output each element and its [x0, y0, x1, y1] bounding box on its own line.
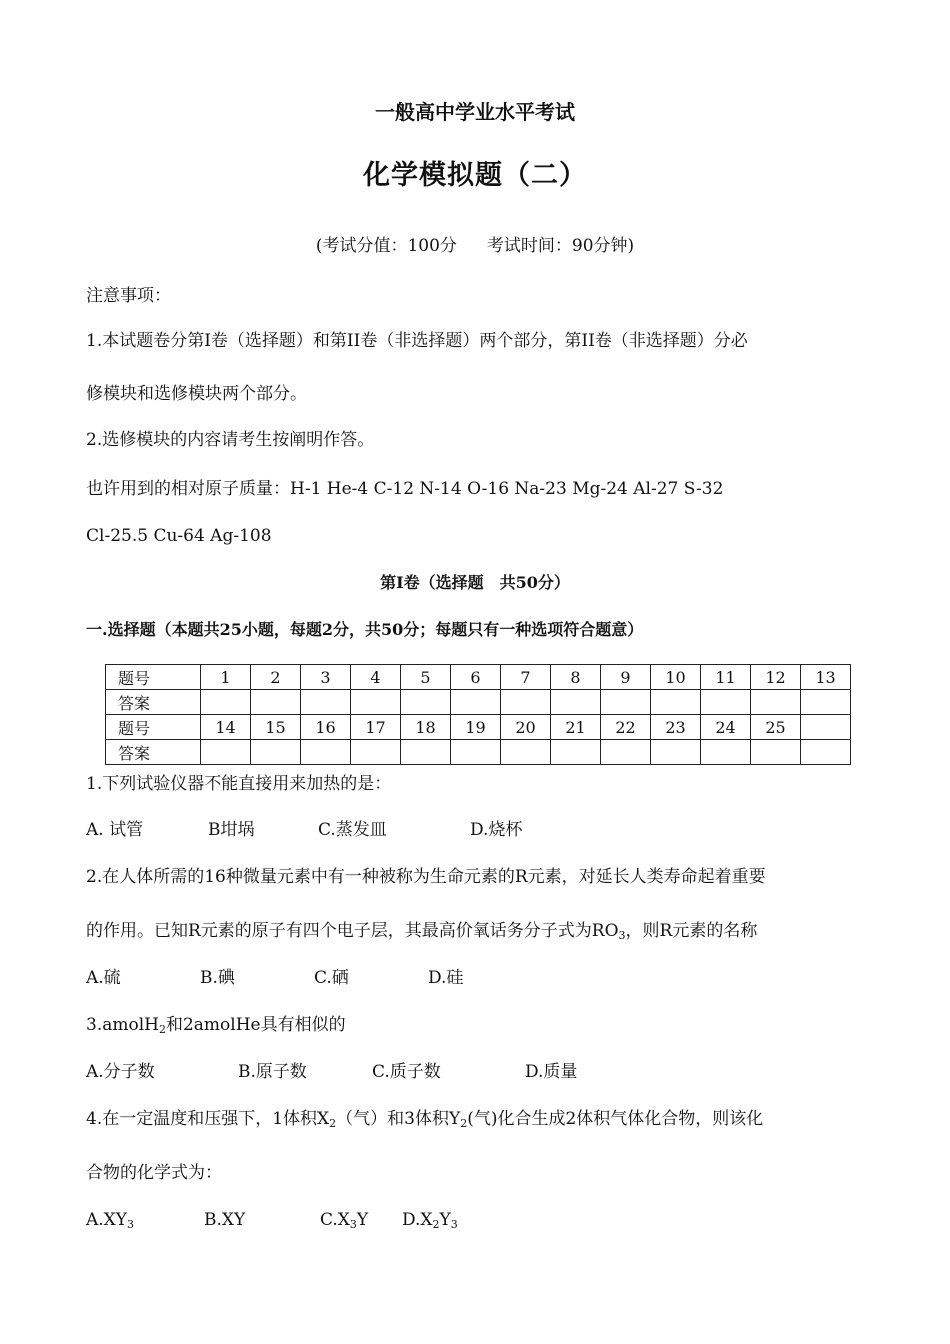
option-a: A.硫 — [86, 968, 121, 988]
note-item-1-line1: 1.本试题卷分第I卷（选择题）和第II卷（非选择题）两个部分，第II卷（非选择题）分必 — [86, 331, 748, 351]
question-number-cell: 20 — [501, 715, 551, 740]
answer-cell[interactable] — [701, 740, 751, 765]
option-c-text: C.X — [320, 1210, 350, 1230]
time-info: 考试时间：90分钟) — [486, 236, 635, 256]
answer-grid — [105, 664, 851, 765]
question-number-cell: 15 — [251, 715, 301, 740]
subscript: 2 — [460, 1117, 468, 1130]
question-number-cell: 3 — [301, 665, 351, 690]
question-number-cell: 6 — [451, 665, 501, 690]
atomic-mass-line2: Cl-25.5 Cu-64 Ag-108 — [86, 526, 272, 546]
question-number-cell: 21 — [551, 715, 601, 740]
answer-cell[interactable] — [501, 690, 551, 715]
answer-cell[interactable] — [351, 740, 401, 765]
answer-cell[interactable] — [601, 690, 651, 715]
subscript: 2 — [329, 1117, 337, 1130]
answer-cell[interactable] — [351, 690, 401, 715]
option-a — [86, 1209, 204, 1236]
answer-cell[interactable] — [551, 740, 601, 765]
option-d: D.硅 — [428, 968, 464, 988]
section-title: 第Ⅰ卷（选择题 共50分） — [380, 573, 570, 592]
question-3-text-a: 3.amolH — [86, 1015, 159, 1035]
question-2-text-b: ，则R元素的名称 — [625, 921, 758, 941]
answer-cell[interactable] — [501, 740, 551, 765]
answer-cell[interactable] — [701, 690, 751, 715]
subscript: 3 — [450, 1218, 458, 1231]
question-number-cell: 4 — [351, 665, 401, 690]
question-4-text-c: (气)化合生成2体积气体化合物，则该化 — [467, 1109, 764, 1129]
answer-cell[interactable] — [201, 740, 251, 765]
question-number-cell: 5 — [401, 665, 451, 690]
question-number-cell: 7 — [501, 665, 551, 690]
subscript: 2 — [158, 1023, 166, 1036]
question-number-cell: 12 — [751, 665, 801, 690]
question-4-options — [86, 1209, 458, 1236]
question-4-text-a: 4.在一定温度和压强下，1体积X — [86, 1109, 330, 1129]
option-b: B.原子数 — [238, 1062, 307, 1082]
option-c-text-post: Y — [356, 1210, 369, 1230]
option-c: C.硒 — [314, 968, 349, 988]
option-a: A.分子数 — [86, 1062, 155, 1082]
answer-cell[interactable] — [251, 740, 301, 765]
question-2-options — [86, 967, 463, 989]
option-b: B.碘 — [200, 968, 235, 988]
answer-cell[interactable] — [651, 690, 701, 715]
question-1-stem: 1.下列试验仪器不能直接用来加热的是： — [86, 774, 392, 794]
score-info: (考试分值：100分 — [315, 236, 457, 256]
option-d-text: D.X — [402, 1210, 433, 1230]
option-a-text: A.XY — [86, 1210, 128, 1230]
question-number-cell: 23 — [651, 715, 701, 740]
question-label: 题号 — [106, 715, 201, 740]
option-d — [402, 1209, 458, 1236]
option-a: A. 试管 — [86, 820, 144, 840]
question-number-cell: 25 — [751, 715, 801, 740]
question-number-cell: 24 — [701, 715, 751, 740]
question-1-options — [86, 819, 522, 841]
question-number-cell: 18 — [401, 715, 451, 740]
question-number-row — [106, 715, 851, 740]
subscript: 3 — [127, 1218, 135, 1231]
answer-cell[interactable] — [751, 690, 801, 715]
atomic-mass-line1: 也许用到的相对原子质量：H-1 He-4 C-12 N-14 O-16 Na-23 Mg-24 Al-27 S-32 — [86, 479, 724, 499]
option-c — [320, 1209, 402, 1236]
subscript: 3 — [349, 1218, 357, 1231]
answer-cell[interactable] — [401, 690, 451, 715]
question-label: 题号 — [106, 665, 201, 690]
question-number-cell: 8 — [551, 665, 601, 690]
question-number-cell: 19 — [451, 715, 501, 740]
subscript: 3 — [618, 929, 626, 942]
question-3-stem — [86, 1014, 346, 1041]
question-3-options — [86, 1061, 577, 1083]
question-number-cell: 17 — [351, 715, 401, 740]
option-d: D.质量 — [525, 1062, 578, 1082]
answer-cell[interactable] — [801, 690, 851, 715]
question-number-cell — [801, 715, 851, 740]
note-item-2: 2.选修模块的内容请考生按阐明作答。 — [86, 430, 375, 450]
answer-cell[interactable] — [751, 740, 801, 765]
question-number-cell: 9 — [601, 665, 651, 690]
answer-row — [106, 690, 851, 715]
exam-title: 一般高中学业水平考试 — [375, 100, 575, 124]
notes-heading: 注意事项： — [86, 286, 171, 306]
exam-info — [0, 235, 950, 257]
question-number-cell: 13 — [801, 665, 851, 690]
answer-cell[interactable] — [251, 690, 301, 715]
question-number-cell: 2 — [251, 665, 301, 690]
question-4-text-b: （气）和3体积Y — [336, 1109, 461, 1129]
option-b-text: B.XY — [204, 1210, 246, 1230]
answer-cell[interactable] — [451, 740, 501, 765]
section-instruction: 一.选择题（本题共25小题，每题2分，共50分；每题只有一种选项符合题意） — [86, 620, 644, 639]
answer-label: 答案 — [106, 740, 201, 765]
option-d-text-post: Y — [439, 1210, 451, 1230]
question-number-cell: 16 — [301, 715, 351, 740]
answer-cell[interactable] — [201, 690, 251, 715]
answer-label: 答案 — [106, 690, 201, 715]
question-4-stem-line1 — [86, 1108, 763, 1135]
answer-cell[interactable] — [301, 740, 351, 765]
answer-cell[interactable] — [801, 740, 851, 765]
question-3-text-b: 和2amolHe具有相似的 — [165, 1015, 346, 1035]
note-item-1-line2: 修模块和选修模块两个部分。 — [86, 384, 307, 404]
question-2-stem-line2 — [86, 920, 757, 947]
answer-cell[interactable] — [451, 690, 501, 715]
option-c: C.质子数 — [372, 1062, 441, 1082]
answer-cell[interactable] — [301, 690, 351, 715]
question-number-cell: 22 — [601, 715, 651, 740]
question-number-cell: 10 — [651, 665, 701, 690]
option-b — [204, 1209, 320, 1231]
question-number-row — [106, 665, 851, 690]
option-c: C.蒸发皿 — [318, 820, 387, 840]
question-number-cell: 11 — [701, 665, 751, 690]
answer-row — [106, 740, 851, 765]
option-b: B坩埚 — [208, 820, 255, 840]
question-2-stem-line1: 2.在人体所需的16种微量元素中有一种被称为生命元素的R元素，对延长人类寿命起着重要 — [86, 867, 766, 887]
paper-title: 化学模拟题（二） — [363, 160, 587, 191]
question-number-cell: 1 — [201, 665, 251, 690]
question-4-stem-line2: 合物的化学式为： — [86, 1163, 222, 1183]
answer-cell[interactable] — [601, 740, 651, 765]
answer-cell[interactable] — [401, 740, 451, 765]
question-2-text-a: 的作用。已知R元素的原子有四个电子层，其最高价氧话务分子式为RO — [86, 921, 619, 941]
answer-cell[interactable] — [551, 690, 601, 715]
subscript: 2 — [432, 1218, 440, 1231]
answer-cell[interactable] — [651, 740, 701, 765]
option-d: D.烧杯 — [470, 820, 523, 840]
question-number-cell: 14 — [201, 715, 251, 740]
